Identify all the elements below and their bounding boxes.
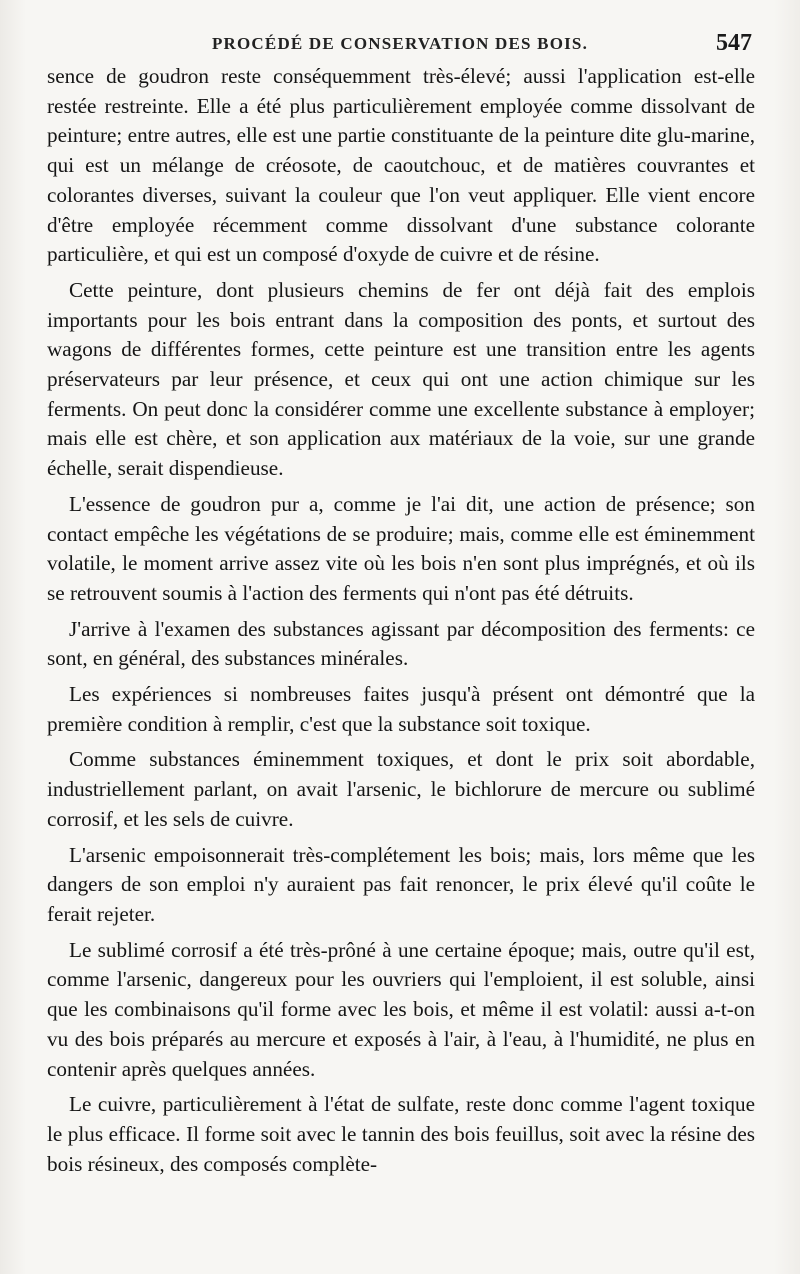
page-number: 547 (716, 30, 752, 56)
paragraph-8: Le sublimé corrosif a été très-prôné à une certaine époque; mais, outre qu'il est, comme l'arsenic, dangereux pour les ouvriers qui l'emploient, il est soluble, ainsi que les combinaisons qu'il forme avec les bois, et même il est volatil: aussi a-t-on vu des bois préparés au mercure et exposés à l'air, à l'eau, à l'humidité, ne plus en contenir après quelques années. (47, 937, 755, 1081)
body-text (47, 62, 755, 1185)
paragraph-3: L'essence de goudron pur a, comme je l'ai dit, une action de présence; son contact empêche les végétations de se produire; mais, comme elle est éminemment volatile, le moment arrive assez vite où les bois n'en sont plus imprégnés, et où ils se retrouvent soumis à l'action des ferments qui n'ont pas été détruits. (47, 491, 755, 605)
paragraph-6: Comme substances éminemment toxiques, et dont le prix soit abordable, industriellement parlant, on avait l'arsenic, le bichlorure de mercure ou sublimé corrosif, et les sels de cuivre. (47, 747, 755, 831)
paragraph-1: sence de goudron reste conséquemment très-élevé; aussi l'application est-elle restée restreinte. Elle a été plus particulièrement employée comme dissolvant de peinture; entre autres, elle est une partie constituante de la peinture dite glu-marine, qui est un mélange de créosote, de caoutchouc, et de matières couvrantes et colorantes diverses, suivant la couleur que l'on veut appliquer. Elle vient encore d'être employée récemment comme dissolvant d'une substance colorante particulière, et qui est un composé d'oxyde de cuivre et de résine. (47, 64, 755, 267)
paragraph-4: J'arrive à l'examen des substances agissant par décomposition des ferments: ce sont, en général, des substances minérales. (47, 616, 755, 671)
page-header (0, 30, 800, 60)
paragraph-7: L'arsenic empoisonnerait très-complétement les bois; mais, lors même que les dangers de son emploi n'y auraient pas fait renoncer, le prix élevé qu'il coûte le ferait rejeter. (47, 842, 755, 926)
paragraph-5: Les expériences si nombreuses faites jusqu'à présent ont démontré que la première condition à remplir, c'est que la substance soit toxique. (47, 682, 755, 736)
paragraph-9: Le cuivre, particulièrement à l'état de sulfate, reste donc comme l'agent toxique le plus efficace. Il forme soit avec le tannin des bois feuillus, soit avec la résine des bois résineux, des composés complète- (47, 1092, 755, 1176)
running-title: PROCÉDÉ DE CONSERVATION DES BOIS. (211, 34, 589, 53)
paragraph-2: Cette peinture, dont plusieurs chemins de fer ont déjà fait des emplois importants pour les bois entrant dans la composition des ponts, et surtout des wagons de différentes formes, cette peinture est une transition entre les agents préservateurs par leur présence, et ceux qui ont une action chimique sur les ferments. On peut donc la considérer comme une excellente substance à employer; mais elle est chère, et son application aux matériaux de la voie, sur une grande échelle, serait dispendieuse. (47, 277, 755, 481)
